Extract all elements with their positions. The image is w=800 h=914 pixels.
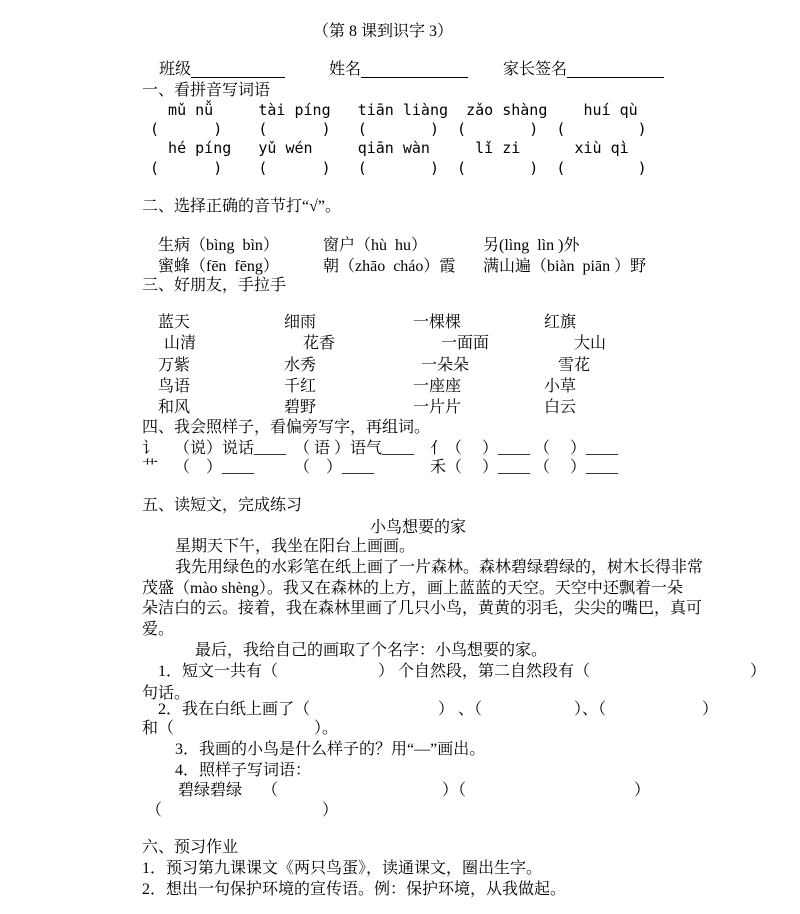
name-blank xyxy=(361,63,468,78)
match-cell: 一朵朵 xyxy=(421,357,470,374)
match-cell: 一面面 xyxy=(441,335,490,352)
match-cell: 山清 xyxy=(164,335,197,352)
essay-title: 小鸟想要的家 xyxy=(370,519,467,536)
match-cell: 大山 xyxy=(574,335,607,352)
homework-item-1: 1．预习第九课课文《两只鸟蛋》，读通课文，圈出生字。 xyxy=(142,860,543,877)
choice-item: 朝（zhāo cháo）霞 xyxy=(323,258,456,275)
section6-heading: 六、预习作业 xyxy=(142,839,239,856)
class-label: 班级 xyxy=(159,61,192,78)
match-cell: 红旗 xyxy=(544,314,577,331)
radical-exercise-row-1: 讠 （说）说话____ （ 语 ）语气____ 亻（ ）____ （ ）____ xyxy=(142,440,619,457)
match-cell: 水秀 xyxy=(284,357,317,374)
match-cell: 千红 xyxy=(284,378,317,395)
section5-heading: 五、读短文，完成练习 xyxy=(142,497,303,514)
answer-paren-row-1: ( ) ( ) ( ) ( ) ( ) xyxy=(150,120,647,138)
choice-item: 窗户（hù hu） xyxy=(323,237,428,254)
match-cell: 雪花 xyxy=(558,357,591,374)
match-cell: 小草 xyxy=(544,378,577,395)
essay-line: 朵洁白的云。接着，我在森林里画了几只小鸟，黄黄的羽毛，尖尖的嘴巴，真可 xyxy=(142,600,703,617)
match-cell: 碧野 xyxy=(284,399,317,416)
match-cell: 花香 xyxy=(303,335,336,352)
choice-item: 满山遍（biàn piān ）野 xyxy=(483,258,647,275)
match-cell: 白云 xyxy=(544,399,577,416)
essay-line: 我先用绿色的水彩笔在纸上画了一片森林。森林碧绿碧绿的，树木长得非常 xyxy=(175,559,704,576)
question-3: 3．我画的小鸟是什么样子的？用“—”画出。 xyxy=(175,741,486,758)
radical-exercise-row-2: 艹 （ ）____ （ ）____ 禾（ ）____ （ ）____ xyxy=(142,459,619,476)
match-cell: 一座座 xyxy=(413,378,462,395)
answer-paren-row-2: ( ) ( ) ( ) ( ) ( ) xyxy=(150,159,647,177)
essay-line: 爱。 xyxy=(142,621,175,638)
match-cell: 鸟语 xyxy=(158,378,191,395)
section4-heading: 四、我会照样子，看偏旁写字，再组词。 xyxy=(142,419,431,436)
section1-heading: 一、看拼音写词语 xyxy=(142,82,271,99)
section3-heading: 三、好朋友，手拉手 xyxy=(142,277,287,294)
question-1: 1．短文一共有（ ） 个自然段，第二自然段有（ ） xyxy=(158,663,767,680)
pinyin-row-1: mǔ nǚ tài píng tiān liàng zǎo shàng huí qù xyxy=(150,101,638,119)
question-4-blank: （ ） xyxy=(146,802,339,819)
essay-line: 茂盛（mào shèng）。我又在森林的上方，画上蓝蓝的天空。天空中还飘着一朵 xyxy=(142,580,683,597)
choice-item: 生病（bìng bìn） xyxy=(158,237,279,254)
class-blank xyxy=(191,63,285,78)
pinyin-row-2: hé píng yǔ wén qiān wàn lǐ zi xiù qì xyxy=(150,139,629,157)
parent-sign-blank xyxy=(567,63,664,78)
question-1-continued: 句话。 xyxy=(142,685,191,702)
homework-item-2: 2．想出一句保护环境的宣传语。例：保护环境，从我做起。 xyxy=(142,881,567,898)
question-4: 4．照样子写词语： xyxy=(175,762,312,779)
choice-item: 另(lìng lìn )外 xyxy=(483,237,580,254)
page-title: （第 8 课到识字 3） xyxy=(313,23,454,40)
match-cell: 和风 xyxy=(158,399,191,416)
match-cell: 蓝天 xyxy=(158,314,191,331)
question-2-continued: 和（ ）。 xyxy=(142,720,339,737)
parent-sign-label: 家长签名 xyxy=(503,61,568,78)
question-2: 2．我在白纸上画了（ ） 、（ ）、（ ） xyxy=(158,701,719,718)
choice-item: 蜜蜂（fēn fēng） xyxy=(158,258,279,275)
match-cell: 一棵棵 xyxy=(413,314,462,331)
name-label: 姓名 xyxy=(329,61,362,78)
essay-line: 星期天下午，我坐在阳台上画画。 xyxy=(175,538,416,555)
match-cell: 万紫 xyxy=(158,357,191,374)
question-4-example: 碧绿碧绿 （ ）（ ） xyxy=(178,782,651,799)
match-cell: 细雨 xyxy=(284,314,317,331)
section2-heading: 二、选择正确的音节打“√”。 xyxy=(142,198,341,215)
essay-line: 最后，我给自己的画取了个名字：小鸟想要的家。 xyxy=(195,642,548,659)
match-cell: 一片片 xyxy=(413,399,462,416)
